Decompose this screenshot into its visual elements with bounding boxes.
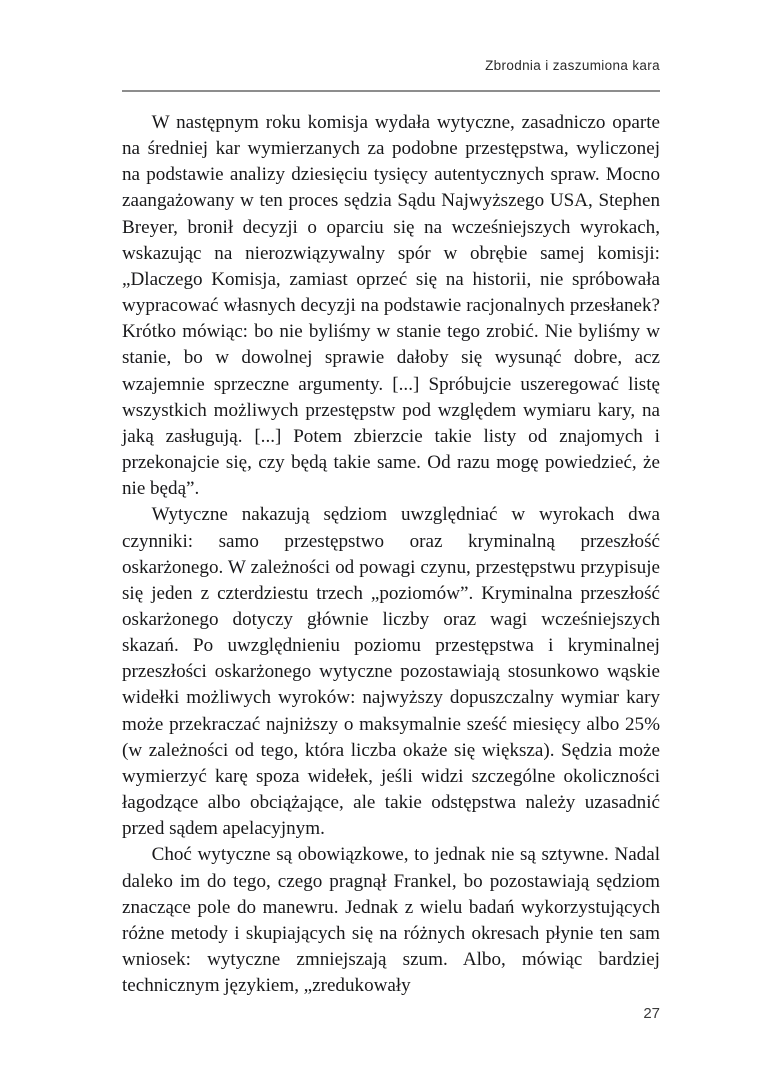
- paragraph: Choć wytyczne są obowiązkowe, to jednak nie są sztywne. Nadal daleko im do tego, czego pragnął Frankel, bo pozostawiają sędziom znaczące pole do manewru. Jednak z wielu badań wykorzystujących różne metody i skupiających się na różnych okresach płynie ten sam wniosek: wytyczne zmniejszają szum. Albo, mówiąc bardziej technicznym językiem, „zredukowały: [122, 844, 660, 997]
- body-text-block: [122, 110, 660, 999]
- paragraph: Wytyczne nakazują sędziom uwzględniać w wyrokach dwa czynniki: samo przestępstwo oraz kryminalną przeszłość oskarżonego. W zależności od powagi czynu, przestępstwu przypisuje się jeden z czterdziestu trzech „poziomów”. Kryminalna przeszłość oskarżonego dotyczy głównie liczby oraz wagi wcześniejszych skazań. Po uwzględnieniu poziomu przestępstwa i kryminalnej przeszłości oskarżonego wytyczne pozostawiają stosunkowo wąskie widełki możliwych wyroków: najwyższy dopuszczalny wymiar kary może przekraczać najniższy o maksymalnie sześć miesięcy albo 25% (w zależności od tego, która liczba okaże się większa). Sędzia może wymierzyć karę spoza widełek, jeśli widzi szczególne okoliczności łagodzące albo obciążające, ale takie odstępstwa należy uzasadnić przed sądem apelacyjnym.: [122, 504, 660, 840]
- page-number: 27: [643, 1005, 660, 1022]
- header-rule: [122, 90, 660, 92]
- paragraph: W następnym roku komisja wydała wytyczne, zasadniczo oparte na średniej kar wymierzanych za podobne przestępstwa, wyliczonej na podstawie analizy dziesięciu tysięcy autentycznych spraw. Mocno zaangażowany w ten proces sędzia Sądu Najwyższego USA, Stephen Breyer, bronił decyzji o oparciu się na wcześniejszych wyrokach, wskazując na nierozwiązywalny spór w obrębie samej komisji: „Dlaczego Komisja, zamiast oprzeć się na historii, nie spróbowała wypracować własnych decyzji na podstawie racjonalnych przesłanek? Krótko mówiąc: bo nie byliśmy w stanie tego zrobić. Nie byliśmy w stanie, bo w dowolnej sprawie dałoby się wysunąć dobre, acz wzajemnie sprzeczne argumenty. [...] Spróbujcie uszeregować listę wszystkich możliwych przestępstw pod względem wymiaru kary, na jaką zasługują. [...] Potem zbierzcie takie listy od znajomych i przekonajcie się, czy będą takie same. Od razu mogę powiedzieć, że nie będą”.: [122, 112, 660, 500]
- running-header: Zbrodnia i zaszumiona kara: [485, 58, 660, 73]
